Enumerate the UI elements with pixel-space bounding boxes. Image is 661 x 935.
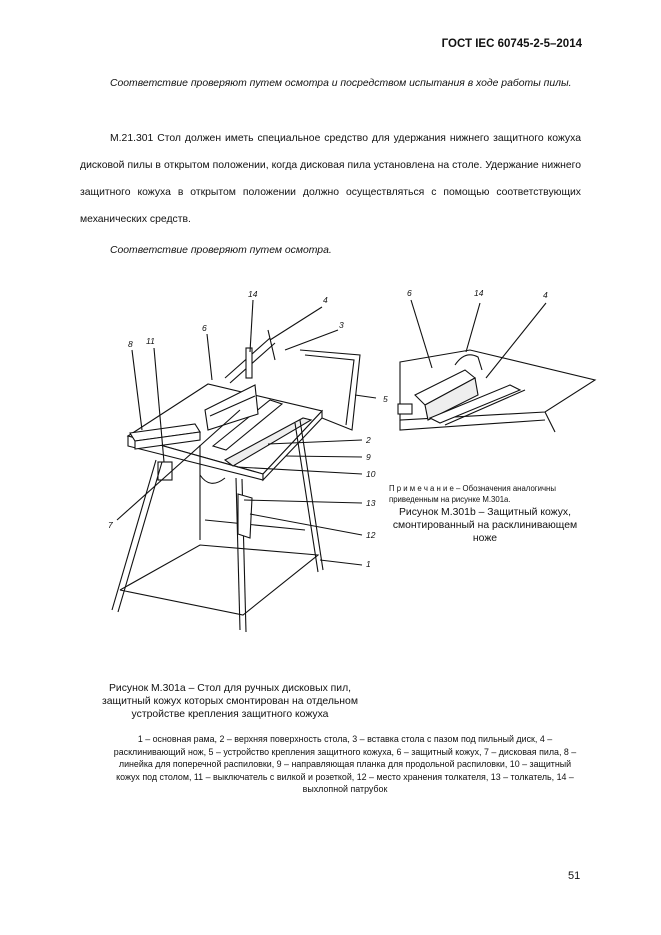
fig-a-label-4: 4: [323, 295, 328, 305]
figure-m301a-drawing: [0, 280, 400, 640]
standard-header: ГОСТ IEC 60745-2-5–2014: [441, 38, 582, 50]
fig-b-label-4: 4: [543, 290, 548, 300]
fig-b-label-14: 14: [474, 288, 484, 298]
fig-a-label-3: 3: [339, 320, 344, 330]
fig-a-label-13: 13: [366, 498, 376, 508]
fig-a-label-1: 1: [366, 559, 371, 569]
page-number: 51: [568, 870, 581, 882]
fig-a-label-11: 11: [146, 336, 155, 346]
fig-a-label-12: 12: [366, 530, 376, 540]
fig-a-label-2: 2: [366, 435, 371, 445]
figure-m301b-drawing: [390, 280, 600, 440]
fig-a-label-8: 8: [128, 339, 133, 349]
paragraph-m21-301: М.21.301 Стол должен иметь специальное средство для удержания нижнего защитного кожуха дисковой пилы в открытом положении, когда дисковая пила установлена на столе. Удержание нижнего защитного кожуха в открытом положении должно осуществляться с помощью соответствующих механических средств.: [80, 133, 581, 225]
paragraph-conformity-1: Соответствие проверяют путем осмотра и посредством испытания в ходе работы пилы.: [110, 78, 572, 89]
fig-a-label-10: 10: [366, 469, 376, 479]
fig-a-label-7: 7: [108, 520, 113, 530]
fig-a-label-6: 6: [202, 323, 207, 333]
note-label: П р и м е ч а н и е: [389, 484, 454, 493]
fig-a-label-14: 14: [248, 289, 258, 299]
fig-a-label-5: 5: [383, 394, 388, 404]
figure-a-caption: Рисунок М.301а – Стол для ручных дисковых пил, защитный кожух которых смонтирован на отдельном устройстве крепления защитного кожуха: [102, 683, 358, 720]
figure-b-note: [389, 483, 589, 505]
fig-b-label-6: 6: [407, 288, 412, 298]
figure-legend: 1 – основная рама, 2 – верхняя поверхность стола, 3 – вставка стола с пазом под пильный диск, 4 – расклинивающий нож, 5 – устройство крепления защитного кожуха, 6 – защитный кожух, 7 – дисковая пила, 8 – линейка для поперечной распиловки, 9 – направляющая планка для продольной распиловки, 10 – защитный кожух под столом, 11 – выключатель с вилкой и розеткой, 12 – место хранения толкателя, 13 – толкатель, 14 – выхлопной патрубок: [113, 734, 577, 794]
fig-a-label-9: 9: [366, 452, 371, 462]
note-text: – Обозначения аналогичны приведенным на рисунке М.301а.: [389, 484, 556, 504]
figure-b-caption: Рисунок М.301b – Защитный кожух, смонтированный на расклинивающем ноже: [392, 507, 578, 544]
paragraph-conformity-2: Соответствие проверяют путем осмотра.: [110, 245, 332, 256]
